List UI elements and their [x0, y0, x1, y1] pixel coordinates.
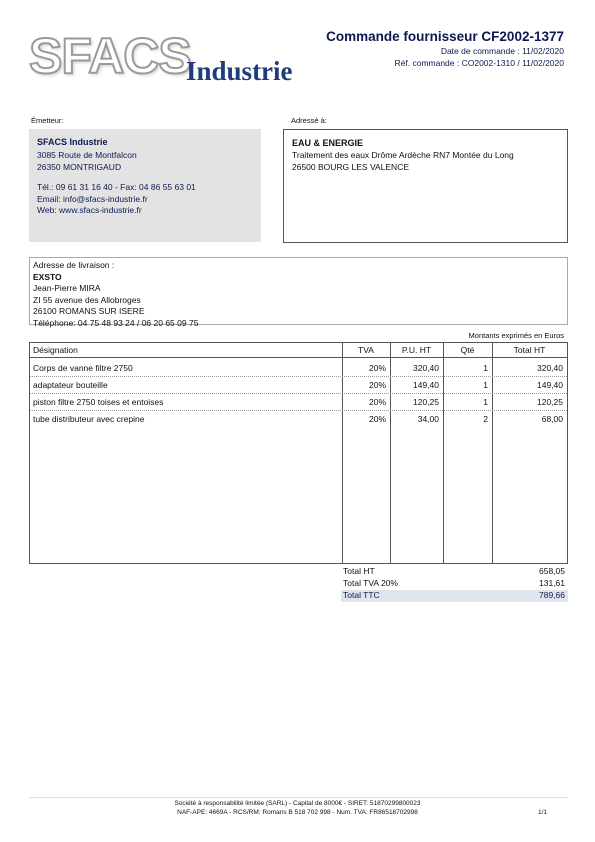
row-unit-price: 149,40 [413, 380, 439, 390]
recipient-address-line1: Traitement des eaux Drôme Ardèche RN7 Montée du Long [292, 150, 514, 160]
emitter-address-line2: 26350 MONTRIGAUD [37, 161, 122, 172]
header-quantity: Qté [460, 345, 475, 355]
header-designation: Désignation [33, 345, 78, 355]
row-designation: tube distributeur avec crepine [33, 414, 145, 424]
total-ht-label: Total HT [343, 566, 375, 576]
table-row [30, 359, 567, 377]
table-row [30, 410, 567, 427]
emitter-box [29, 129, 261, 242]
row-designation: adaptateur bouteille [33, 380, 108, 390]
order-date: Date de commande : 11/02/2020 [440, 46, 564, 56]
total-ht-value: 658,05 [539, 566, 565, 576]
total-ttc-label: Total TTC [343, 590, 380, 600]
total-tva-value: 131,61 [539, 578, 565, 588]
delivery-phone: Téléphone: 04 75 48 93 24 / 06 20 65 09 75 [33, 317, 199, 328]
row-total: 68,00 [541, 414, 563, 424]
delivery-contact: Jean-Pierre MIRA [33, 283, 101, 294]
document-title: Commande fournisseur CF2002-1377 [326, 29, 564, 44]
table-row [30, 376, 567, 394]
order-reference: Réf. commande : CO2002-1310 / 11/02/2020 [394, 58, 564, 68]
footer-legal-line2: NAF-APE: 4669A - RCS/RM: Romans B 518 702 998 - Num. TVA: FR86518702998 [177, 809, 418, 816]
delivery-label: Adresse de livraison : [33, 260, 115, 270]
row-total: 149,40 [537, 380, 563, 390]
total-tva-label: Total TVA 20% [343, 578, 398, 588]
row-quantity: 1 [483, 363, 488, 373]
recipient-label: Adressé à: [291, 116, 327, 125]
row-tva: 20% [368, 414, 386, 424]
currency-note: Montants exprimés en Euros [468, 331, 564, 340]
delivery-address-box [29, 257, 568, 328]
table-header-row [30, 343, 567, 358]
order-items-table [29, 342, 568, 564]
total-ttc-value: 789,66 [539, 590, 565, 600]
row-designation: piston filtre 2750 toises et entoises [33, 397, 164, 407]
row-unit-price: 320,40 [413, 363, 439, 373]
totals-block [341, 566, 568, 602]
row-tva: 20% [368, 397, 386, 407]
row-total: 120,25 [537, 397, 563, 407]
row-quantity: 2 [483, 414, 488, 424]
row-unit-price: 120,25 [413, 397, 439, 407]
delivery-address-line1: ZI 55 avenue des Allobroges [33, 294, 141, 305]
row-designation: Corps de vanne filtre 2750 [33, 363, 133, 373]
emitter-website: Web: www.sfacs-industrie.fr [37, 205, 142, 215]
company-logo: SFACS [29, 28, 191, 84]
emitter-label: Émetteur: [31, 116, 64, 125]
emitter-address-line1: 3085 Route de Montfalcon [37, 150, 137, 160]
footer-legal-line1: Société à responsabilité limitée (SARL) - Capital de 8000€ - SIRET: 51870299800023 [174, 800, 421, 807]
page-number: 1/1 [537, 809, 547, 816]
emitter-email: Email: info@sfacs-industrie.fr [37, 193, 148, 204]
row-tva: 20% [368, 363, 386, 373]
recipient-address-line2: 26500 BOURG LES VALENCE [292, 161, 410, 172]
total-ht-row [341, 566, 568, 578]
total-ttc-row [341, 590, 568, 602]
row-quantity: 1 [483, 380, 488, 390]
recipient-box [283, 129, 568, 243]
row-unit-price: 34,00 [417, 414, 439, 424]
total-tva-row [341, 578, 568, 590]
emitter-phone: Tél.: 09 61 31 16 40 - Fax: 04 86 55 63 01 [37, 182, 196, 192]
emitter-name: SFACS Industrie [37, 137, 108, 147]
company-logo-suffix: Industrie [186, 56, 293, 86]
recipient-name: EAU & ENERGIE [292, 138, 364, 148]
delivery-address-line2: 26100 ROMANS SUR ISERE [33, 306, 145, 317]
footer-divider [29, 797, 568, 798]
header-tva: TVA [358, 345, 374, 355]
row-total: 320,40 [537, 363, 563, 373]
delivery-company: EXSTO [33, 271, 62, 282]
table-row [30, 393, 567, 411]
row-quantity: 1 [483, 397, 488, 407]
header-unit-price: P.U. HT [401, 345, 432, 355]
header-total: Total HT [513, 345, 546, 355]
row-tva: 20% [368, 380, 386, 390]
